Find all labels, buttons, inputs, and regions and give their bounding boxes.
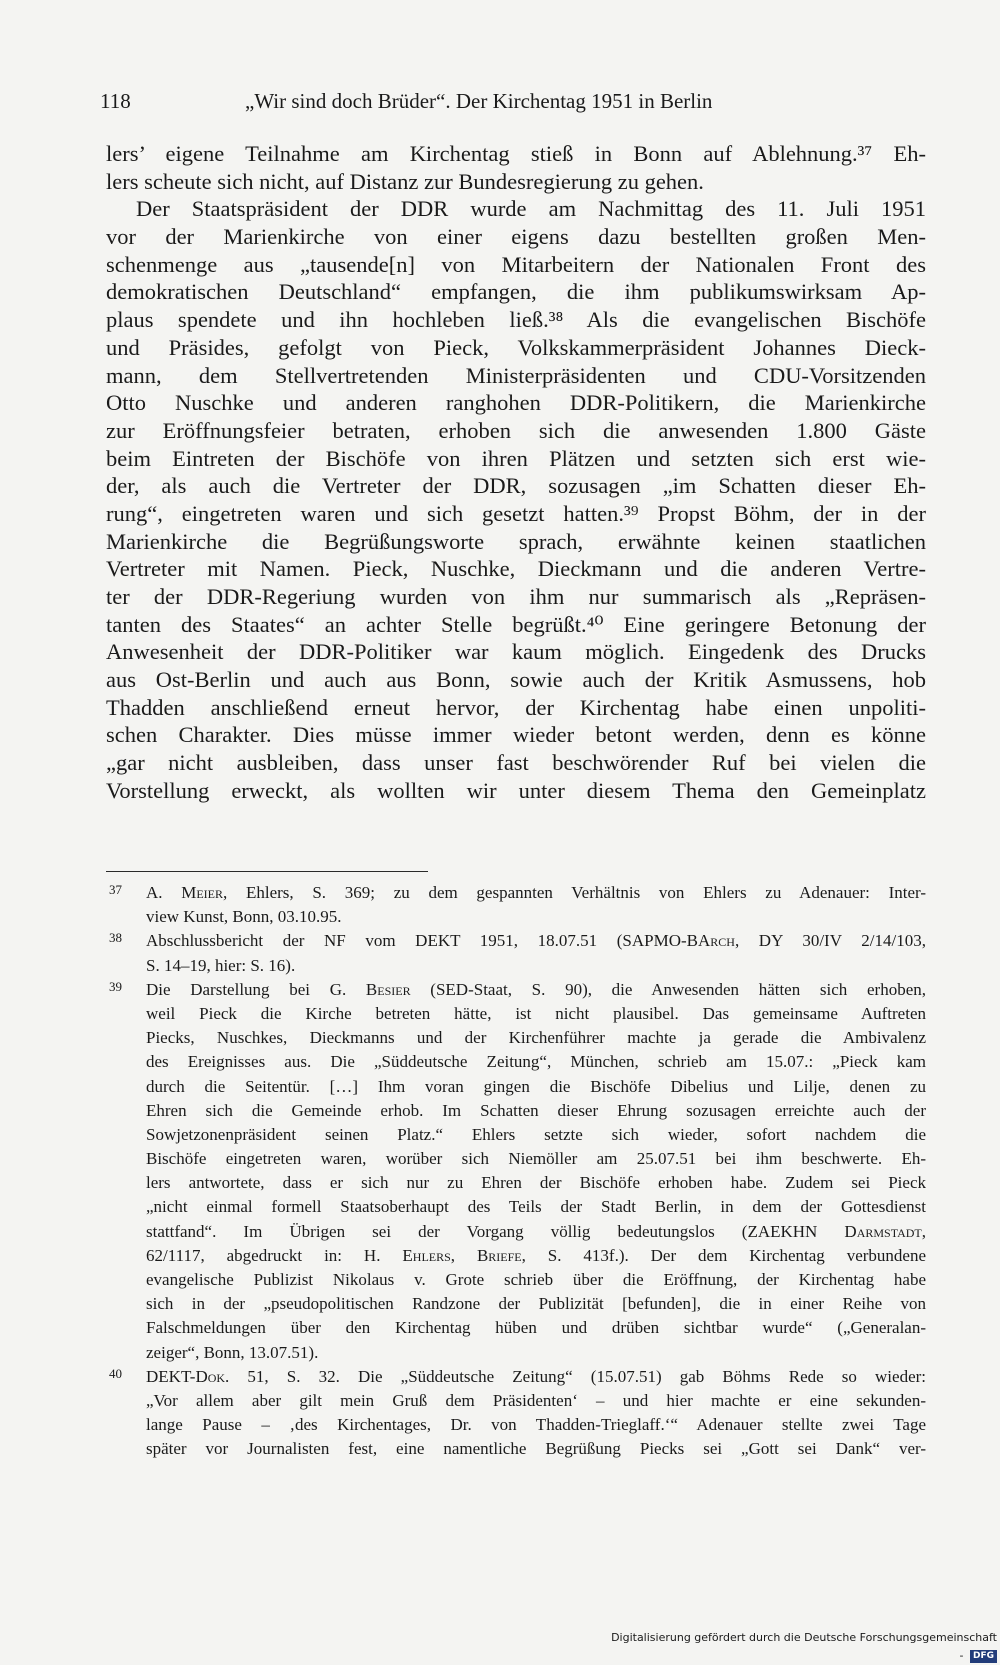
text-line: Marienkirche die Begrüßungsworte sprach, erwähnte keinen staatlichen — [106, 528, 926, 554]
footnote-line: Falschmeldungen über den Kirchentag hüben und drüben sichtbar wurde“ („Generalan- — [146, 1318, 926, 1338]
text-line: beim Eintreten der Bischöfe von ihren Plätzen und setzten sich erst wie- — [106, 445, 926, 471]
text-line: schenmenge aus „tausende[n] von Mitarbeitern der Nationalen Front des — [106, 251, 926, 277]
footnote-divider — [106, 871, 428, 872]
footnote-line: durch die Seitentür. […] Ihm voran gingen die Bischöfe Dibelius und Lilje, denen zu — [146, 1076, 926, 1096]
footnote-line: view Kunst, Bonn, 03.10.95. — [146, 907, 342, 927]
text-line: vor der Marienkirche von einer eigens dazu bestellten großen Men- — [106, 224, 926, 250]
text-line: Der Staatspräsident der DDR wurde am Nachmittag des 11. Juli 1951 — [136, 196, 926, 222]
text-line: Anwesenheit der DDR-Politiker war kaum möglich. Eingedenk des Drucks — [106, 639, 926, 665]
text-line: und Präsides, gefolgt von Pieck, Volkskammerpräsident Johannes Dieck- — [106, 334, 926, 360]
text-line: Otto Nuschke und anderen ranghohen DDR-Politikern, die Marienkirche — [106, 390, 926, 416]
footnote-line: Ehren sich die Gemeinde erhob. Im Schatten dieser Ehrung sozusagen erreichte auch der — [146, 1100, 926, 1120]
text-line: plaus spendete und ihn hochleben ließ.³⁸ Als die evangelischen Bischöfe — [106, 307, 926, 333]
footnote-line: A. Meier, Ehlers, S. 369; zu dem gespannten Verhältnis von Ehlers zu Adenauer: Inter- — [146, 883, 926, 902]
credit-text: Digitalisierung gefördert durch die Deutsche Forschungsgemeinschaft - — [611, 1631, 997, 1662]
footnote-number: 40 — [109, 1365, 122, 1381]
text-line: ter der DDR-Regeriung wurden von ihm nur summarisch als „Repräsen- — [106, 584, 926, 609]
page-number: 118 — [100, 89, 131, 113]
text-line: Vertreter mit Namen. Pieck, Nuschke, Dieckmann und die anderen Vertre- — [106, 556, 926, 582]
text-line: lers’ eigene Teilnahme am Kirchentag stieß in Bonn auf Ablehnung.³⁷ Eh- — [106, 141, 926, 166]
footnote-line: des Ereignisses aus. Die „Süddeutsche Zeitung“, München, schrieb am 15.07.: „Pieck kam — [146, 1052, 926, 1072]
text-line: schen Charakter. Dies müsse immer wieder betont werden, denn es könne — [106, 722, 926, 748]
text-line: rung“, eingetreten waren und sich gesetzt hatten.³⁹ Propst Böhm, der in der — [106, 500, 926, 526]
footnote-line: Die Darstellung bei G. Besier (SED-Staat, S. 90), die Anwesenden hätten sich erhoben, — [146, 979, 926, 999]
footnote-line: weil Pieck die Kirche betreten hätte, ist nicht plausibel. Das gemeinsame Auftreten — [146, 1003, 926, 1023]
footnote-line: sich in der „pseudopolitischen Randzone der Publizität [befunden], die in einer Reihe von — [146, 1294, 926, 1314]
footnote-number: 38 — [109, 930, 122, 946]
footnote-38 — [106, 929, 926, 977]
footnote-line: lange Pause – ‚des Kirchentages, Dr. von Thadden-Trieglaff.‘“ Adenauer stellte zwei Tage — [146, 1415, 926, 1435]
footnote-number: 39 — [109, 978, 122, 994]
text-line: Thadden anschließend erneut hervor, der Kirchentag habe einen unpoliti- — [106, 694, 926, 720]
footnote-line: stattfand“. Im Übrigen sei der Vorgang völlig bedeutungslos (ZAEKHN Darmstadt, — [146, 1221, 926, 1241]
footnote-line: zeiger“, Bonn, 13.07.51). — [146, 1342, 319, 1362]
text-line: demokratischen Deutschland“ empfangen, die ihm publikumswirksam Ap- — [106, 279, 926, 305]
footnote-line: 62/1117, abgedruckt in: H. Ehlers, Briefe, S. 413f.). Der dem Kirchentag verbundene — [146, 1245, 926, 1265]
footnote-line: lers antwortete, dass er sich nur zu Ehren der Bischöfe erhoben habe. Zudem sei Pieck — [146, 1173, 926, 1193]
footnote-line: „nicht einmal formell Staatsoberhaupt des Teils der Stadt Berlin, in dem der Gottesdienst — [146, 1197, 926, 1217]
footnotes — [106, 881, 926, 1462]
footnote-line: evangelische Publizist Nikolaus v. Grote schrieb über die Eröffnung, der Kirchentag habe — [146, 1270, 926, 1289]
footnote-line: Abschlussbericht der NF vom DEKT 1951, 18.07.51 (SAPMO-BArch, DY 30/IV 2/14/103, — [146, 931, 926, 951]
dfg-logo-icon: DFG — [970, 1650, 997, 1663]
footnote-number: 37 — [109, 882, 122, 897]
footnote-line: DEKT-Dok. 51, S. 32. Die „Süddeutsche Zeitung“ (15.07.51) gab Böhms Rede so wieder: — [146, 1366, 926, 1386]
text-line: „gar nicht ausbleiben, dass unser fast beschwörender Ruf bei vielen die — [106, 750, 926, 776]
footnote-39 — [106, 978, 926, 1365]
footnote-line: „Vor allem aber gilt mein Gruß dem Präsidenten‘ – und hier machte er eine sekunden- — [146, 1390, 926, 1410]
footnote-line: Sowjetzonenpräsident seinen Platz.“ Ehlers setzte sich wieder, sofort nachdem die — [146, 1124, 926, 1144]
footnote-line: später vor Journalisten fest, eine namentliche Begrüßung Piecks sei „Gott sei Dank“ ver- — [146, 1439, 926, 1459]
text-line: tanten des Staates“ an achter Stelle begrüßt.⁴⁰ Eine geringere Betonung der — [106, 611, 926, 637]
text-line: mann, dem Stellvertretenden Ministerpräsidenten und CDU-Vorsitzenden — [106, 362, 926, 388]
main-text — [106, 140, 926, 805]
footnote-37 — [106, 881, 926, 929]
text-line: Vorstellung erweckt, als wollten wir unter diesem Thema den Gemeinplatz — [106, 777, 926, 803]
text-line: zur Eröffnungsfeier betraten, erhoben sich die anwesenden 1.800 Gäste — [106, 417, 926, 443]
text-line: lers scheute sich nicht, auf Distanz zur Bundesregierung zu gehen. — [106, 168, 704, 194]
footnote-40 — [106, 1365, 926, 1462]
text-line: aus Ost-Berlin und auch aus Bonn, sowie auch der Kritik Asmussens, hob — [106, 667, 926, 693]
digitization-credit — [610, 1629, 997, 1662]
footnote-line: Bischöfe eingetreten waren, worüber sich Niemöller am 25.07.51 bei ihm beschwerte. Eh- — [146, 1149, 926, 1169]
text-line: der, als auch die Vertreter der DDR, sozusagen „im Schatten dieser Eh- — [106, 473, 926, 499]
footnote-line: S. 14–19, hier: S. 16). — [146, 955, 296, 975]
footnote-line: Piecks, Nuschkes, Dieckmanns und der Kirchenführer machte ja gerade die Ambivalenz — [146, 1028, 926, 1048]
running-title: „Wir sind doch Brüder“. Der Kirchentag 1951 in Berlin — [245, 89, 713, 113]
